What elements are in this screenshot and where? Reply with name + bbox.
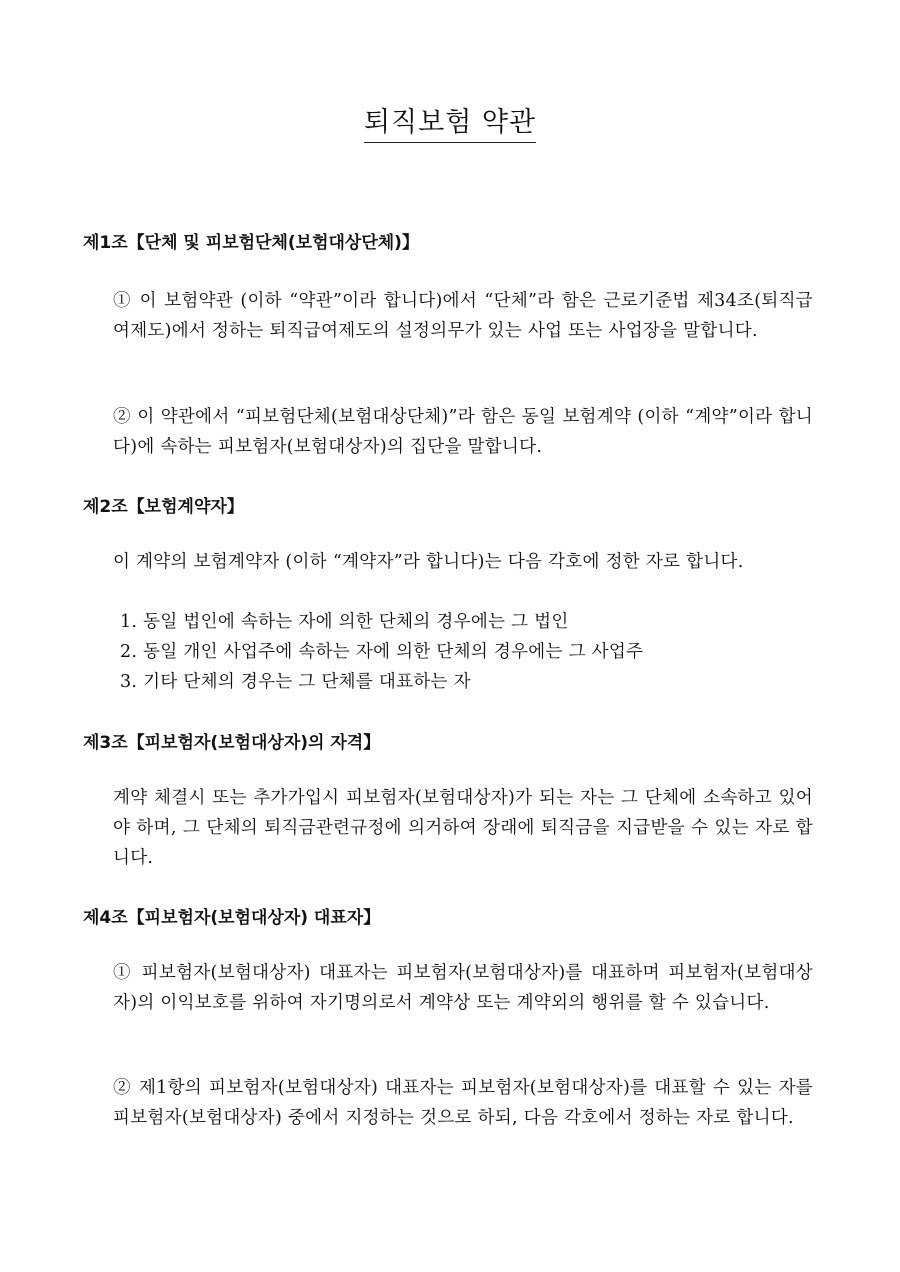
document-title-text: 퇴직보험 약관 <box>364 100 536 143</box>
list-item: 2. 동일 개인 사업주에 속하는 자에 의한 단체의 경우에는 그 사업주 <box>120 642 644 662</box>
article-1-paragraph-1: ① 이 보험약관 (이하 “약관”이라 합니다)에서 “단체”라 함은 근로기준법 제34조(퇴직급여제도)에서 정하는 퇴직급여제도의 설정의무가 있는 사업 또는 사업장을 말합니다. <box>113 291 813 341</box>
article-3-heading: 제3조【피보험자(보험대상자)의 자격】 <box>83 733 381 753</box>
article-4-paragraph-2: ② 제1항의 피보험자(보험대상자) 대표자는 피보험자(보험대상자)를 대표할 수 있는 자를 피보험자(보험대상자) 중에서 지정하는 것으로 하되, 다음 각호에서 정하는 자로 합니다. <box>113 1078 813 1128</box>
document-title <box>0 100 900 143</box>
article-4-heading: 제4조【피보험자(보험대상자) 대표자】 <box>83 908 381 928</box>
article-1-paragraph-2: ② 이 약관에서 “피보험단체(보험대상단체)”라 함은 동일 보험계약 (이하 “계약”이라 합니다)에 속하는 피보험자(보험대상자)의 집단을 말합니다. <box>113 407 813 457</box>
article-2-heading: 제2조【보험계약자】 <box>83 497 244 517</box>
article-3-paragraph-1: 계약 체결시 또는 추가가입시 피보험자(보험대상자)가 되는 자는 그 단체에 소속하고 있어야 하며, 그 단체의 퇴직금관련규정에 의거하여 장래에 퇴직금을 지급받을 수 있는 자로 합니다. <box>113 788 813 868</box>
article-2-item-list <box>120 607 643 697</box>
list-item: 1. 동일 법인에 속하는 자에 의한 단체의 경우에는 그 법인 <box>120 612 569 632</box>
article-2-paragraph-1: 이 계약의 보험계약자 (이하 “계약자”라 합니다)는 다음 각호에 정한 자로 합니다. <box>113 552 744 572</box>
article-1-heading: 제1조【단체 및 피보험단체(보험대상단체)】 <box>83 233 419 253</box>
list-item: 3. 기타 단체의 경우는 그 단체를 대표하는 자 <box>120 672 471 692</box>
article-4-paragraph-1: ① 피보험자(보험대상자) 대표자는 피보험자(보험대상자)를 대표하며 피보험자(보험대상자)의 이익보호를 위하여 자기명의로서 계약상 또는 계약외의 행위를 할 수 있습니다. <box>113 963 813 1013</box>
